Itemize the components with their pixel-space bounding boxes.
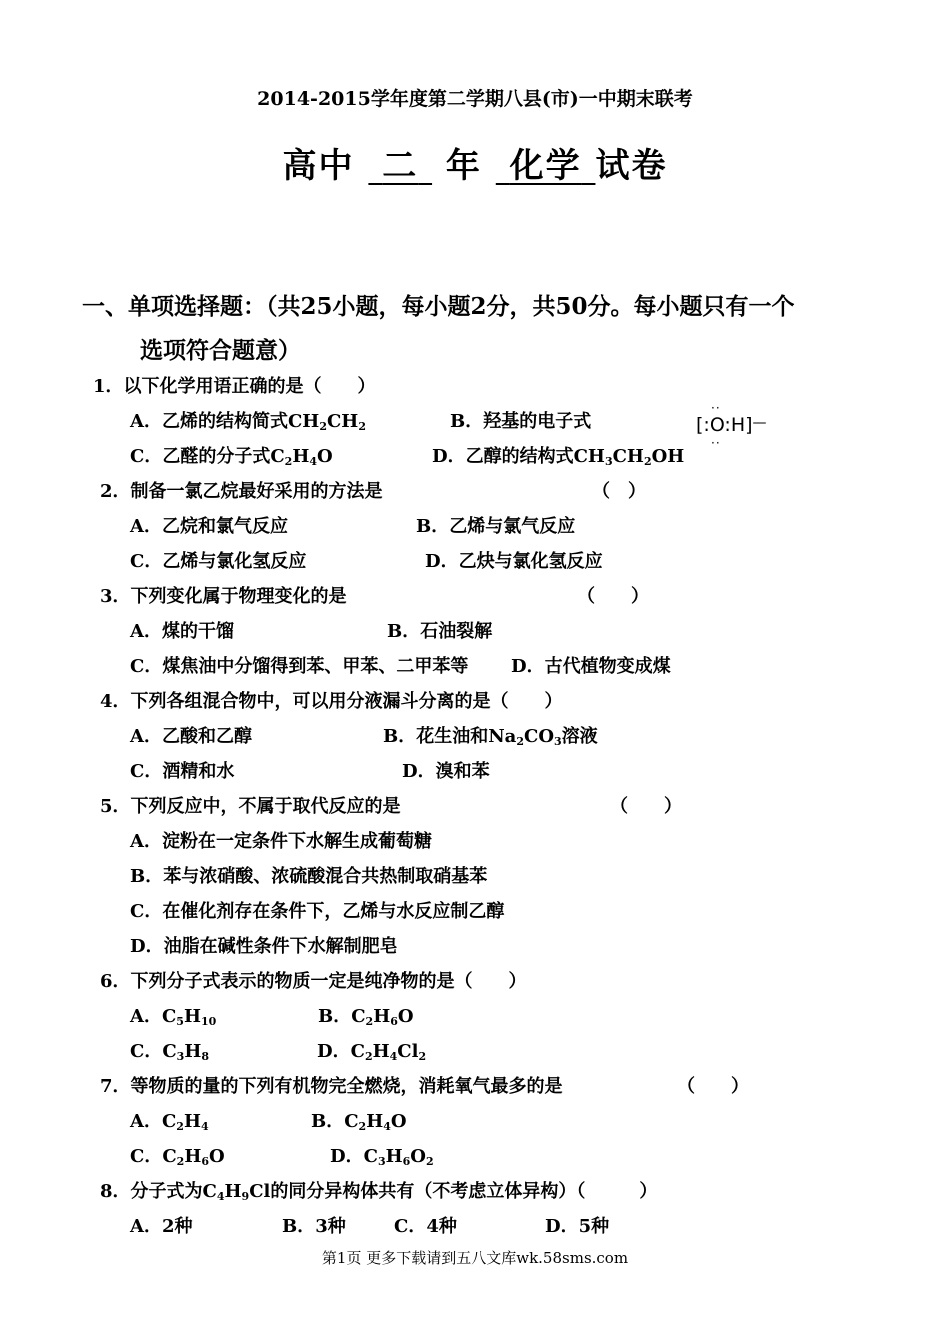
- option-b: B．羟基的电子式: [450, 411, 592, 432]
- title-part: 年: [445, 146, 482, 186]
- hydroxyl-electron-formula: ·· [:O:H]— ··: [696, 401, 767, 450]
- answer-paren: （ ）: [610, 796, 682, 817]
- subject-blank: 化学: [509, 146, 582, 186]
- option-a: A．乙酸和乙醇: [130, 726, 252, 747]
- exam-header: 2014-2015学年度第二学期八县(市)一中期末联考: [257, 88, 693, 110]
- answer-paren: （ ）: [592, 481, 646, 502]
- page-title: [0, 138, 950, 187]
- option-c: C．$C_2H_6O$: [130, 1146, 225, 1168]
- page-footer: 第1页 更多下载请到五八文库wk.58sms.com: [321, 1249, 629, 1267]
- answer-paren: （ ）: [577, 586, 649, 607]
- option-a: A．$C_2H_4$: [130, 1111, 209, 1133]
- option-d: D．溴和苯: [402, 761, 490, 782]
- question-stem: 7．等物质的量的下列有机物完全燃烧，消耗氧气最多的是: [100, 1076, 563, 1097]
- option-c: C．乙醛的分子式$C_2H_4O$: [130, 446, 333, 468]
- option-a: A．$C_5H_{10}$: [130, 1006, 217, 1028]
- option-c: C．酒精和水: [130, 761, 235, 782]
- option-d: D．$C_3H_6O_2$: [330, 1146, 434, 1168]
- option-a: A．乙烯的结构简式$CH_2CH_2$: [130, 411, 366, 433]
- option-a: A．2种: [130, 1216, 193, 1237]
- option-d: D．油脂在碱性条件下水解制肥皂: [130, 936, 398, 957]
- question-stem: 8．分子式为$C_4H_9Cl$的同分异构体共有（不考虑立体异构）（ ）: [100, 1181, 658, 1203]
- grade-blank: 二: [382, 146, 419, 186]
- question-stem: 4．下列各组混合物中，可以用分液漏斗分离的是（ ）: [100, 691, 563, 712]
- option-b: B．花生油和$Na_2CO_3$溶液: [383, 726, 598, 748]
- section-heading-cont: 选项符合题意）: [140, 337, 301, 364]
- question-stem: 3．下列变化属于物理变化的是: [100, 586, 347, 607]
- answer-paren: （ ）: [677, 1076, 749, 1097]
- option-c: C．4种: [394, 1216, 457, 1237]
- option-b: B．苯与浓硝酸、浓硫酸混合共热制取硝基苯: [130, 866, 488, 887]
- title-part: 高中: [282, 146, 355, 186]
- option-a: A．乙烷和氯气反应: [130, 516, 288, 537]
- option-c: C．煤焦油中分馏得到苯、甲苯、二甲苯等: [130, 656, 469, 677]
- question-stem: 6．下列分子式表示的物质一定是纯净物的是（ ）: [100, 971, 527, 992]
- option-c: C．乙烯与氯化氢反应: [130, 551, 307, 572]
- option-b: B．乙烯与氯气反应: [416, 516, 576, 537]
- option-d: D．古代植物变成煤: [511, 656, 671, 677]
- lone-pair-dots-bottom: ··: [711, 436, 721, 450]
- option-a: A．淀粉在一定条件下水解生成葡萄糖: [130, 831, 432, 852]
- question-stem: 5．下列反应中，不属于取代反应的是: [100, 796, 401, 817]
- title-part: 试卷: [595, 146, 668, 186]
- option-a: A．煤的干馏: [130, 621, 234, 642]
- option-c: C．在催化剂存在条件下，乙烯与水反应制乙醇: [130, 901, 505, 922]
- question-stem: 1．以下化学用语正确的是（ ）: [93, 376, 376, 397]
- option-d: D．乙炔与氯化氢反应: [425, 551, 603, 572]
- question-stem: 2．制备一氯乙烷最好采用的方法是: [100, 481, 383, 502]
- option-c: C．$C_3H_8$: [130, 1041, 209, 1063]
- option-b: B．$C_2H_6O$: [318, 1006, 414, 1028]
- option-b: B．石油裂解: [387, 621, 493, 642]
- option-b: B．3种: [282, 1216, 346, 1237]
- option-d: D．乙醇的结构式$CH_3CH_2OH$: [432, 446, 685, 468]
- option-d: D．5种: [545, 1216, 610, 1237]
- option-b: B．$C_2H_4O$: [311, 1111, 407, 1133]
- option-d: D．$C_2H_4Cl_2$: [317, 1041, 427, 1063]
- section-heading: 一、单项选择题：（共25小题，每小题2分，共50分。每小题只有一个: [82, 293, 795, 320]
- lone-pair-dots-top: ··: [711, 401, 721, 415]
